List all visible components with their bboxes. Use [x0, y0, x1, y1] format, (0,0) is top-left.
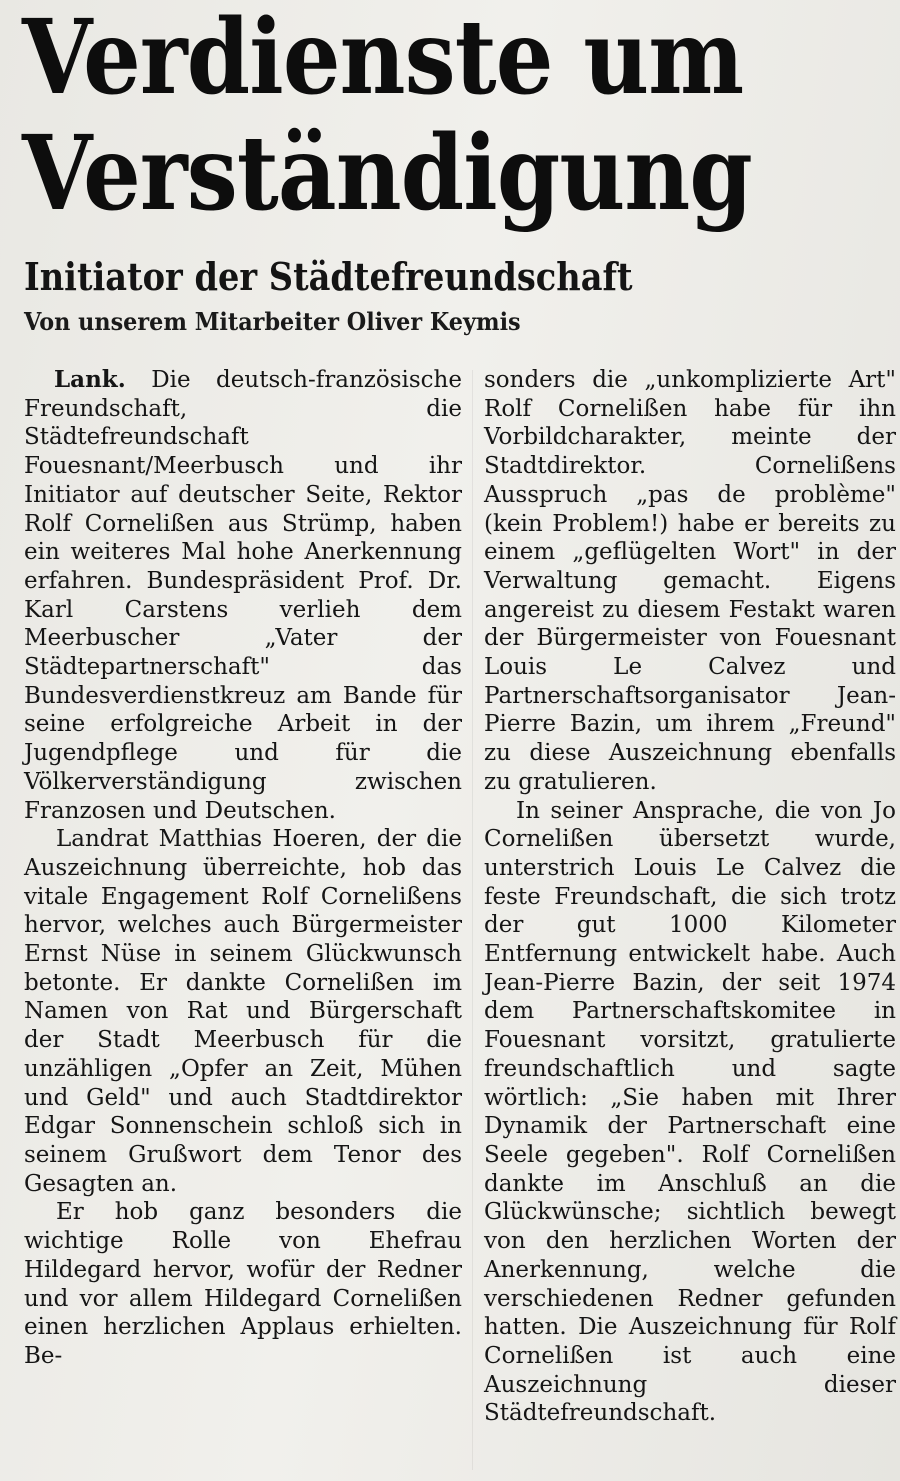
paragraph — [24, 366, 462, 825]
article-subheadline: Initiator der Städtefreundschaft — [24, 254, 633, 299]
paragraph: Er hob ganz besonders die wichtige Rolle von Ehefrau Hildegard hervor, wofür der Redner und vor allem Hildegard Cornelißen einen herzlichen Applaus erhielten. Be- — [24, 1199, 462, 1369]
paragraph: In seiner Ansprache, die von Jo Cornelißen übersetzt wurde, unterstrich Louis Le Calvez die feste Freundschaft, die sich trotz der gut 1000 Kilometer Entfernung entwickelt habe. Auch Jean-Pierre Bazin, der seit 1974 dem Partnerschaftskomitee in Fouesnant vorsitzt, gratulierte freundschaftlich und sagte wörtlich: „Sie haben mit Ihrer Dynamik der Partnerschaft eine Seele gegeben". Rolf Cornelißen dankte im Anschluß an die Glückwünsche; sichtlich bewegt von den herzlichen Worten der Anerkennung, welche die verschiedenen Redner gefunden hatten. Die Auszeichnung für Rolf Cornelißen ist auch eine Auszeichnung dieser Städtefreundschaft. — [484, 797, 896, 1427]
paragraph-text: Die deutsch-französische Freundschaft, die Städtefreundschaft Fouesnant/Meerbusch und ihr Initiator auf deutscher Seite, Rektor Rolf Cornelißen aus Strümp, haben ein weiteres Mal hohe Anerkennung erfahren. Bundespräsident Prof. Dr. Karl Carstens verlieh dem Meerbuscher „Vater der Städtepartnerschaft" das Bundesverdienstkreuz am Bande für seine erfolgreiche Arbeit in der Jugendpflege und für die Völkerverständigung zwischen Franzosen und Deutschen. — [24, 367, 462, 824]
headline-line-1: Verdienste um — [22, 0, 744, 118]
article-column-right — [484, 366, 896, 1428]
paragraph: sonders die „unkomplizierte Art" Rolf Cornelißen habe für ihn Vorbildcharakter, meinte der Stadtdirektor. Cornelißens Ausspruch „pas de problème" (kein Problem!) habe er bereits zu einem „geflügelten Wort" in der Verwaltung gemacht. Eigens angereist zu diesem Festakt waren der Bürgermeister von Fouesnant Louis Le Calvez und Partnerschaftsorganisator Jean-Pierre Bazin, um ihrem „Freund" zu diese Auszeichnung ebenfalls zu gratulieren. — [484, 367, 896, 795]
article-byline: Von unserem Mitarbeiter Oliver Keymis — [24, 307, 521, 336]
paragraph: Landrat Matthias Hoeren, der die Auszeichnung überreichte, hob das vitale Engagement Rolf Cornelißens hervor, welches auch Bürgermeister Ernst Nüse in seinem Glückwunsch betonte. Er dankte Cornelißen im Namen von Rat und Bürgerschaft der Stadt Meerbusch für die unzähligen „Opfer an Zeit, Mühen und Geld" und auch Stadtdirektor Edgar Sonnenschein schloß sich in seinem Grußwort dem Tenor des Gesagten an. — [24, 826, 462, 1197]
column-divider — [472, 370, 473, 1470]
headline-line-2: Verständigung — [22, 113, 752, 234]
article-headline — [22, 0, 779, 232]
article-column-left — [24, 366, 462, 1371]
dateline: Lank. — [54, 366, 126, 393]
